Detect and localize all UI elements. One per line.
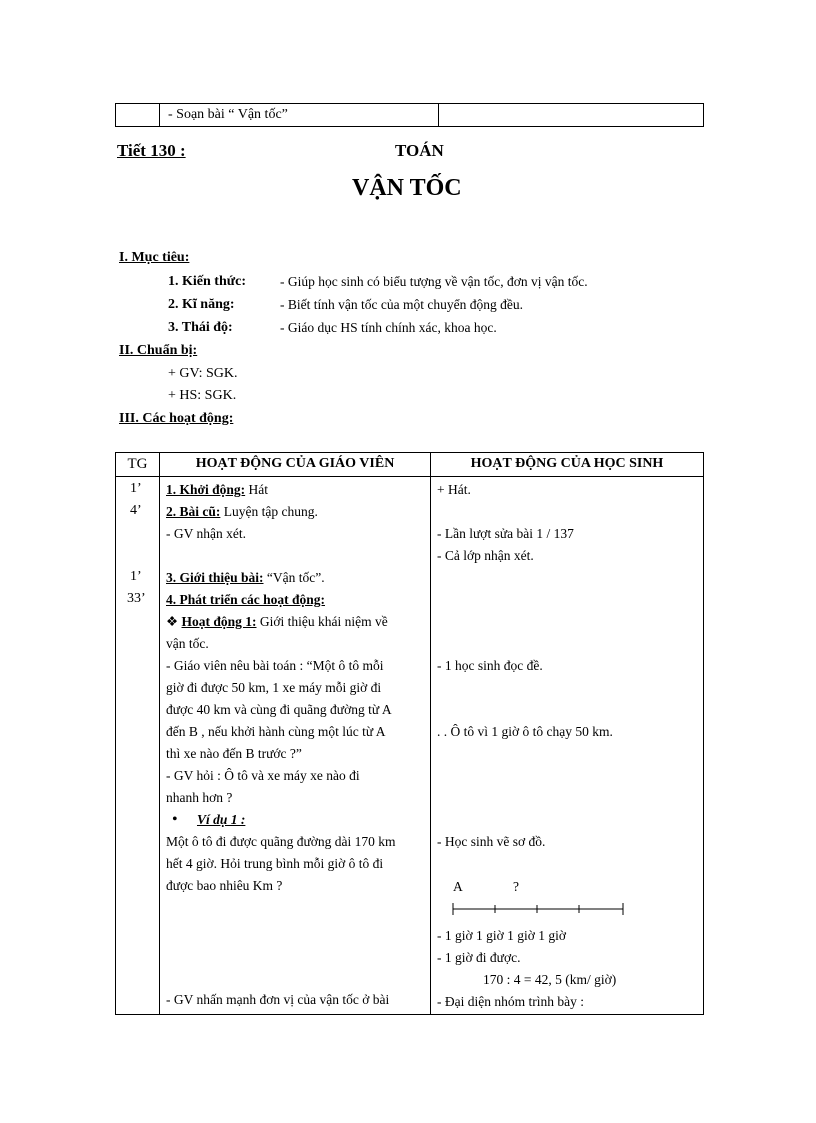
gv-line-17: hết 4 giờ. Hỏi trung bình mỗi giờ ô tô đi	[166, 856, 384, 871]
diagram-point-a: A	[453, 879, 463, 894]
gv-line-19: - GV nhấn mạnh đơn vị của vận tốc ở bài	[166, 992, 390, 1007]
tg-4: 33’	[127, 591, 146, 606]
startup-text: Hát	[245, 482, 268, 497]
diamond-bullet-icon: ❖	[166, 614, 179, 629]
segment-diagram	[451, 901, 631, 917]
hs-line-5: . . Ô tô vì 1 giờ ô tô chạy 50 km.	[437, 724, 613, 739]
gv-line-2	[166, 501, 318, 523]
objective-label-1: 1. Kiến thức:	[168, 274, 247, 289]
tg-cell	[116, 477, 160, 1015]
top-row-tg-cell	[116, 104, 160, 127]
objective-text-3: - Giáo dục HS tính chính xác, khoa học.	[280, 320, 497, 335]
gv-cell	[160, 477, 431, 1015]
hs-line-10: - Đại diện nhóm trình bày :	[437, 994, 584, 1009]
objective-text-1: - Giúp học sinh có biểu tượng về vận tốc, đơn vị vận tốc.	[280, 274, 588, 289]
gv-line-14: nhanh hơn ?	[166, 790, 233, 805]
old-lesson-text: Luyện tập chung.	[220, 504, 318, 519]
hs-line-3: - Cả lớp nhận xét.	[437, 548, 534, 563]
gv-line-12: thì xe nào đến B trước ?”	[166, 746, 302, 761]
hs-line-1: + Hát.	[437, 482, 471, 497]
prep-gv: + GV: SGK.	[168, 366, 238, 381]
startup-label: 1. Khởi động:	[166, 482, 246, 497]
gv-line-3: - GV nhận xét.	[166, 526, 246, 541]
prep-hs: + HS: SGK.	[168, 388, 237, 403]
round-bullet-icon: •	[172, 811, 178, 828]
diagram-question: ?	[513, 879, 519, 894]
objectives-heading: I. Mục tiêu:	[119, 250, 190, 265]
activities-heading: III. Các hoạt động:	[119, 411, 234, 426]
activity-table	[115, 452, 704, 1015]
intro-text: “Vận tốc”.	[263, 570, 325, 585]
gv-line-18: được bao nhiêu Km ?	[166, 878, 283, 893]
gv-line-1	[166, 479, 268, 501]
gv-line-16: Một ô tô đi được quãng đường dài 170 km	[166, 834, 396, 849]
gv-line-10: được 40 km và cùng đi quãng đường từ A	[166, 702, 392, 717]
example-1-label: Ví dụ 1 :	[196, 812, 246, 827]
activity-1-text: Giới thiệu khái niệm về	[256, 614, 388, 629]
activity-1-label: Hoạt động 1:	[181, 614, 257, 629]
gv-line-11: đến B , nếu khởi hành cùng một lúc từ A	[166, 724, 386, 739]
gv-line-5: 4. Phát triển các hoạt động:	[166, 592, 325, 607]
top-row-table	[115, 103, 704, 127]
hs-line-9: 170 : 4 = 42, 5 (km/ giờ)	[483, 972, 617, 987]
gv-line-7: vận tốc.	[166, 636, 209, 651]
objective-text-2: - Biết tính vận tốc của một chuyển động đều.	[280, 297, 523, 312]
gv-line-4	[166, 567, 325, 589]
objective-label-3: 3. Thái độ:	[168, 320, 233, 335]
header-tg: TG	[116, 453, 160, 477]
subject-title: TOÁN	[395, 141, 444, 160]
lesson-number: Tiết 130 :	[117, 141, 186, 160]
gv-line-13: - GV hỏi : Ô tô và xe máy xe nào đi	[166, 768, 360, 783]
tg-3: 1’	[130, 569, 142, 584]
gv-line-6	[166, 611, 388, 633]
top-row-hs-cell	[439, 104, 704, 127]
top-row-gv-cell	[160, 104, 439, 127]
prep-heading: II. Chuẩn bị:	[119, 343, 198, 358]
header-gv: HOẠT ĐỘNG CỦA GIÁO VIÊN	[160, 453, 431, 477]
tg-2: 4’	[130, 503, 142, 518]
hs-line-7: - 1 giờ 1 giờ 1 giờ 1 giờ	[437, 928, 567, 943]
gv-line-9: giờ đi được 50 km, 1 xe máy mỗi giờ đi	[166, 680, 382, 695]
old-lesson-label: 2. Bài cũ:	[166, 504, 221, 519]
hs-line-8: - 1 giờ đi được.	[437, 950, 521, 965]
lesson-title: VẬN TỐC	[352, 175, 462, 201]
top-row-text: - Soạn bài “ Vận tốc”	[168, 107, 288, 122]
gv-line-8: - Giáo viên nêu bài toán : “Một ô tô mỗi	[166, 658, 384, 673]
gv-line-15	[172, 809, 245, 831]
intro-label: 3. Giới thiệu bài:	[166, 570, 264, 585]
hs-cell	[431, 477, 704, 1015]
header-hs: HOẠT ĐỘNG CỦA HỌC SINH	[431, 453, 704, 477]
hs-line-2: - Lần lượt sửa bài 1 / 137	[437, 526, 574, 541]
hs-line-6: - Học sinh vẽ sơ đồ.	[437, 834, 546, 849]
hs-line-4: - 1 học sinh đọc đề.	[437, 658, 543, 673]
objective-label-2: 2. Kĩ năng:	[168, 297, 235, 312]
tg-1: 1’	[130, 481, 142, 496]
